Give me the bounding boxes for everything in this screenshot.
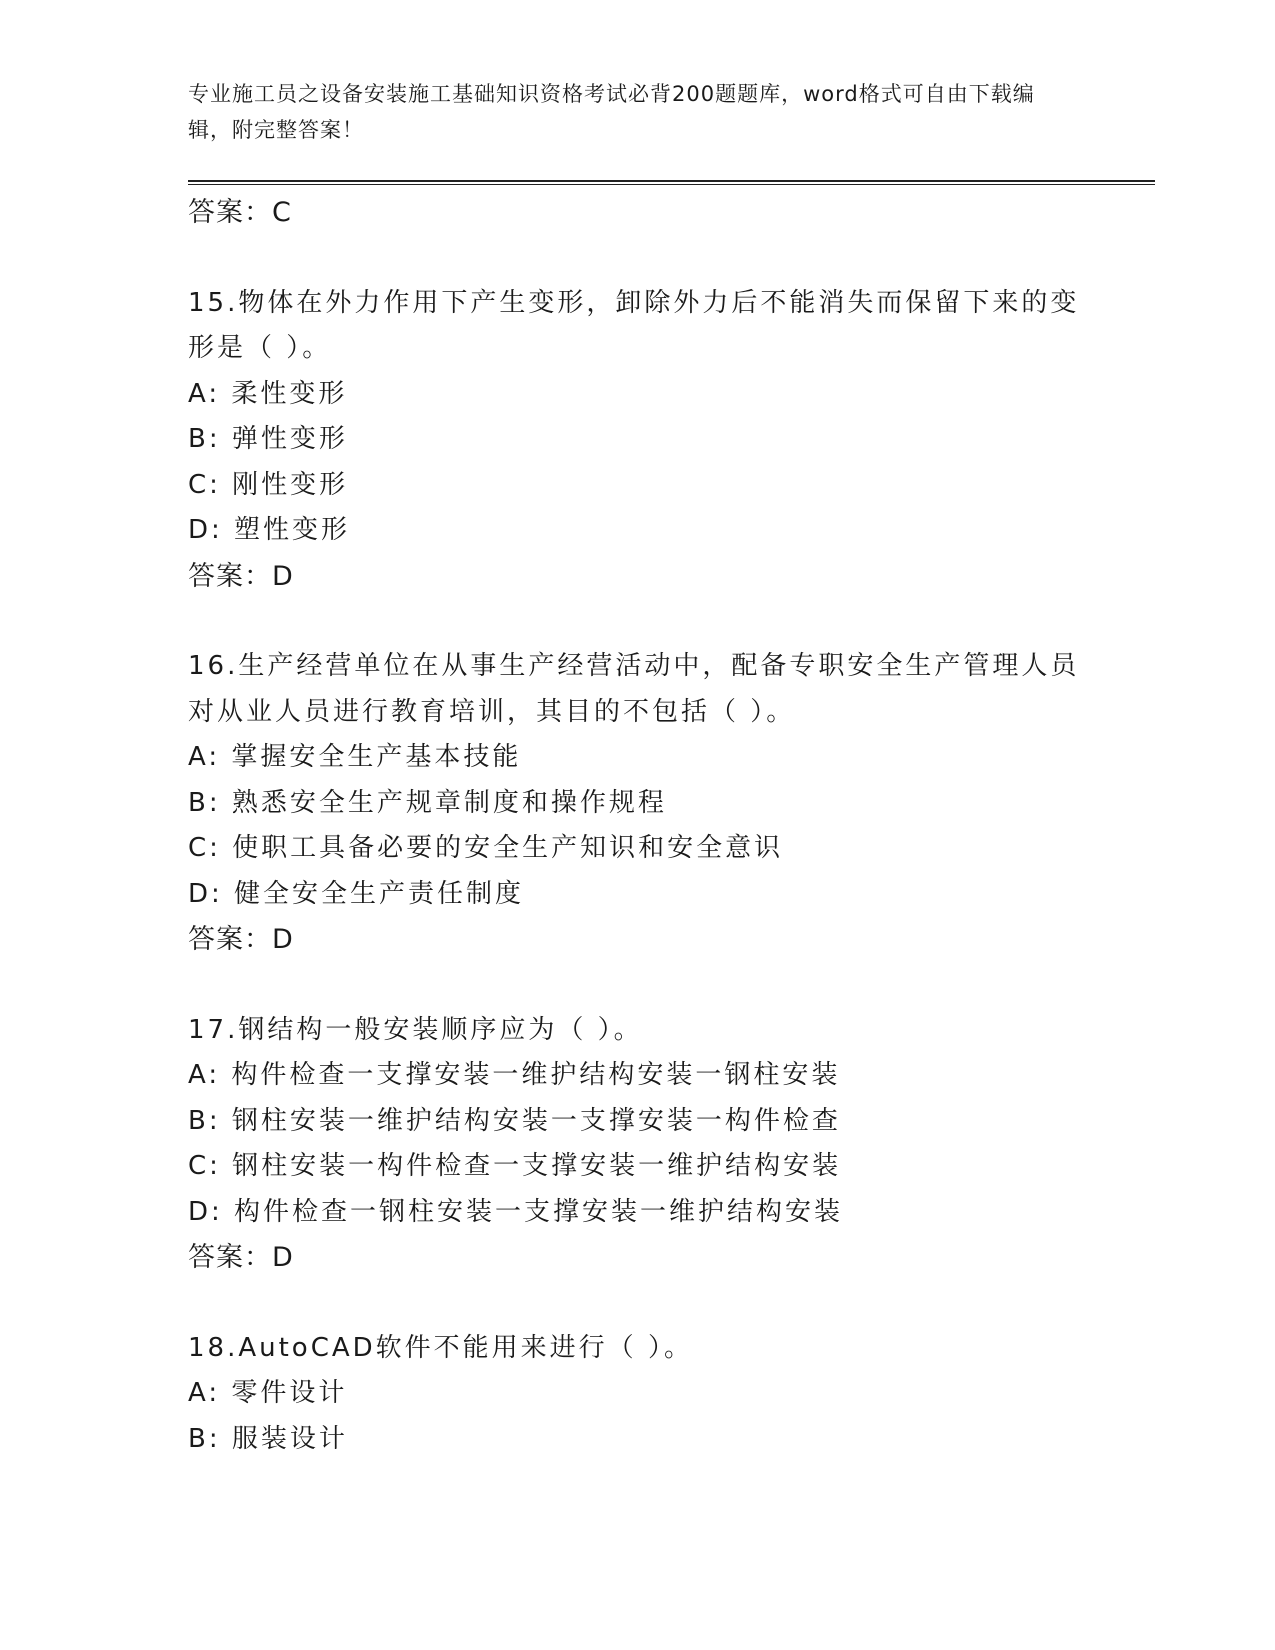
option-c: C: 使职工具备必要的安全生产知识和安全意识 <box>188 833 784 863</box>
option-a: A: 柔性变形 <box>188 378 348 409</box>
option-d: D: 健全安全生产责任制度 <box>188 878 525 909</box>
option-b: B: 熟悉安全生产规章制度和操作规程 <box>188 787 667 818</box>
header-rule-thick <box>188 180 1155 182</box>
option-b: B: 服装设计 <box>188 1423 348 1454</box>
option-c: C: 钢柱安装一构件检查一支撑安装一维护结构安装 <box>188 1151 842 1181</box>
question-17 <box>188 1008 1088 1281</box>
question-stem: 15.物体在外力作用下产生变形，卸除外力后不能消失而保留下来的变形是（ ）。 <box>188 287 1080 363</box>
option-d: D: 构件检查一钢柱安装一支撑安装一维护结构安装 <box>188 1196 844 1227</box>
answer-line: 答案：D <box>188 924 294 955</box>
option-a: A: 构件检查一支撑安装一维护结构安装一钢柱安装 <box>188 1060 841 1090</box>
question-16 <box>188 644 1088 963</box>
option-b: B: 钢柱安装一维护结构安装一支撑安装一构件检查 <box>188 1105 841 1136</box>
option-c: C: 刚性变形 <box>188 469 349 500</box>
option-a: A: 掌握安全生产基本技能 <box>188 742 522 772</box>
question-stem: 18.AutoCAD软件不能用来进行（ ）。 <box>188 1332 693 1363</box>
option-b: B: 弹性变形 <box>188 424 348 454</box>
question-stem: 17.钢结构一般安装顺序应为（ ）。 <box>188 1014 643 1045</box>
question-15 <box>188 281 1088 600</box>
option-d: D: 塑性变形 <box>188 515 351 545</box>
document-body <box>188 190 1088 1462</box>
question-stem: 16.生产经营单位在从事生产经营活动中，配备专职安全生产管理人员对从业人员进行教育培训，其目的不包括（ ）。 <box>188 651 1080 727</box>
answer-line: 答案：D <box>188 560 294 592</box>
answer-line: 答案：C <box>188 197 292 228</box>
question-18 <box>188 1326 1088 1463</box>
answer-line: 答案：D <box>188 1242 294 1273</box>
header-rule-thin <box>188 184 1155 185</box>
option-a: A: 零件设计 <box>188 1378 348 1408</box>
document-header: 专业施工员之设备安装施工基础知识资格考试必背200题题库，word格式可自由下载编辑，附完整答案！ <box>188 82 1035 142</box>
